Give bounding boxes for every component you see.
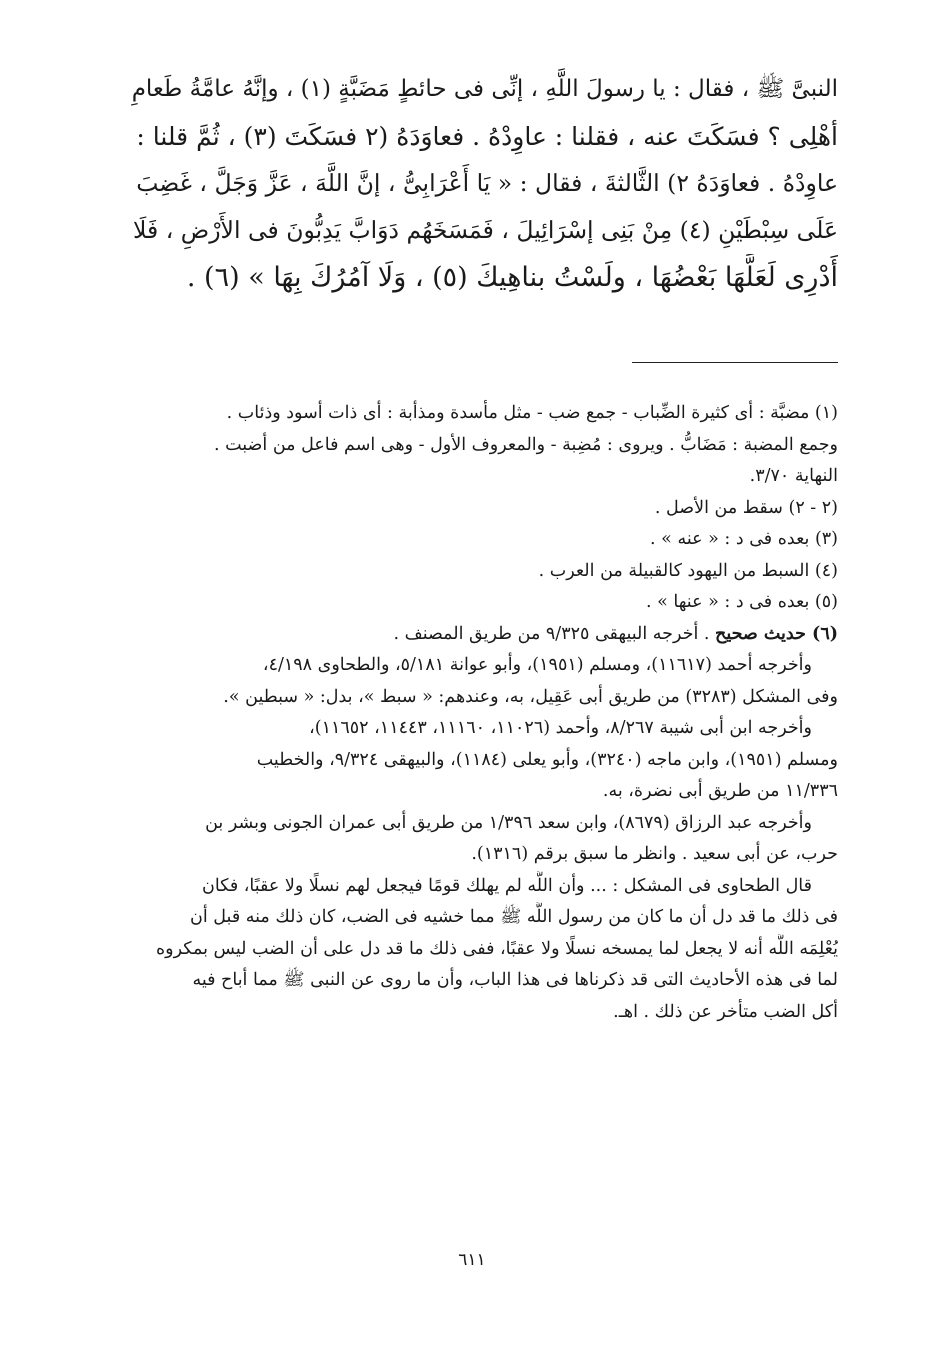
main-text-line: أهْلِى ؟ فسَكَتَ عنه ، فقلنا : عاوِدْهُ . فعاوَدَهُ (٢ فسَكَتَ (٣) ، ثُمَّ قلنا :	[136, 122, 838, 151]
footnote-line: لما فى هذه الأحاديث التى قد ذكرناها فى هذا الباب، وأن ما روى عن النبى ﷺ مما أباح فيه	[192, 970, 838, 990]
footnote-line: وجمع المضبة : مَضَابُّ . ويروى : مُضِبة - والمعروف الأول - وهى اسم فاعل من أضبت .	[213, 434, 838, 455]
footnote-line: أكل الضب متأخر عن ذلك . اهـ.	[613, 1001, 838, 1022]
footnote-line: (٣) بعده فى د : « عنه » .	[650, 529, 838, 549]
footnote-separator-rule	[632, 362, 838, 363]
footnote-line: النهاية ٣/٧٠.	[749, 466, 838, 486]
footnote-line: وأخرجه أحمد (١١٦١٧)، ومسلم (١٩٥١)، وأبو عوانة ٥/١٨١، والطحاوى ٤/١٩٨،	[262, 655, 812, 675]
footnote-line: (٢ - ٢) سقط من الأصل .	[654, 497, 838, 518]
footnote-line: (١) مضبَّة : أى كثيرة الضِّباب - جمع ضب - مثل مأسدة ومذأبة : أى ذات أسود وذئاب .	[226, 403, 838, 423]
main-text-line: عاوِدْهُ . فعاوَدَهُ ٢) الثَّالثةَ ، فقال : « يَا أَعْرَابِىُّ ، إنَّ اللَّهَ ، عَزَّ وَجَلَّ ، غَضِبَ	[136, 169, 838, 197]
footnote-line: (٥) بعده فى د : « عنها » .	[646, 592, 838, 612]
hadith-main-text	[128, 66, 838, 301]
footnote-line: (٤) السبط من اليهود كالقبيلة من العرب .	[538, 560, 838, 581]
main-text-line: أَدْرِى لَعَلَّهَا بَعْضُهَا ، ولَسْتُ بناهِيكَ (٥) ، وَلَا آمُرُكَ بِهَا » (٦) .	[186, 262, 838, 293]
footnote-line: وفى المشكل (٣٢٨٣) من طريق أبى عَقِيل، به، وعندهم: « سبط »، بدل: « سبطين ».	[223, 686, 838, 707]
footnote-line: فى ذلك ما قد دل أن ما كان من رسول اللَّه ﷺ مما خشيه فى الضب، كان ذلك منه قبل أن	[190, 907, 838, 927]
footnote-line: قال الطحاوى فى المشكل : ... وأن اللَّه لم يهلك قومًا فيجعل لهم نسلًا ولا عقبًا، فكان	[201, 875, 812, 896]
footnote-line	[128, 619, 838, 651]
footnote-line: وأخرجه ابن أبى شيبة ٨/٢٦٧، وأحمد (١١٠٢٦، ١١١٦٠، ١١٤٤٣، ١١٦٥٢)،	[309, 718, 812, 738]
footnote-line-rest: . أخرجه البيهقى ٩/٣٢٥ من طريق المصنف .	[393, 623, 710, 644]
main-text-line: عَلَى سِبْطَيْنِ (٤) مِنْ بَنِى إسْرَائِيلَ ، فَمَسَخَهُم دَوَابَّ يَدِبُّونَ فى الأَرْضِ ، فَلَا	[133, 216, 838, 244]
page-number: ٦١١	[458, 1250, 486, 1270]
footnote-line: ومسلم (١٩٥١)، وابن ماجه (٣٢٤٠)، وأبو يعلى (١١٨٤)، والبيهقى ٩/٣٢٤، والخطيب	[256, 749, 838, 770]
footnotes-section	[128, 398, 838, 1028]
footnote-line: يُعْلِمَه اللَّه أنه لا يجعل لما يمسخه نسلًا ولا عقبًا، ففى ذلك ما قد دل على أن الضب ليس بمكروه	[156, 938, 838, 959]
footnote-line: حرب، عن أبى سعيد . وانظر ما سبق برقم (١٣١٦).	[471, 844, 838, 864]
footnote-line: ١١/٣٣٦ من طريق أبى نضرة، به.	[602, 781, 838, 801]
footnote-bold-label: (٦) حديث صحيح	[715, 623, 838, 644]
main-text-line: النبىَّ ﷺ ، فقال : يا رسولَ اللَّهِ ، إنِّى فى حائطٍ مَضَبَّةٍ (١) ، وإنَّهُ عامَّةُ طَعامِ	[131, 76, 838, 102]
footnote-line: وأخرجه عبد الرزاق (٨٦٧٩)، وابن سعد ١/٣٩٦ من طريق أبى عمران الجونى وبشر بن	[205, 812, 812, 833]
